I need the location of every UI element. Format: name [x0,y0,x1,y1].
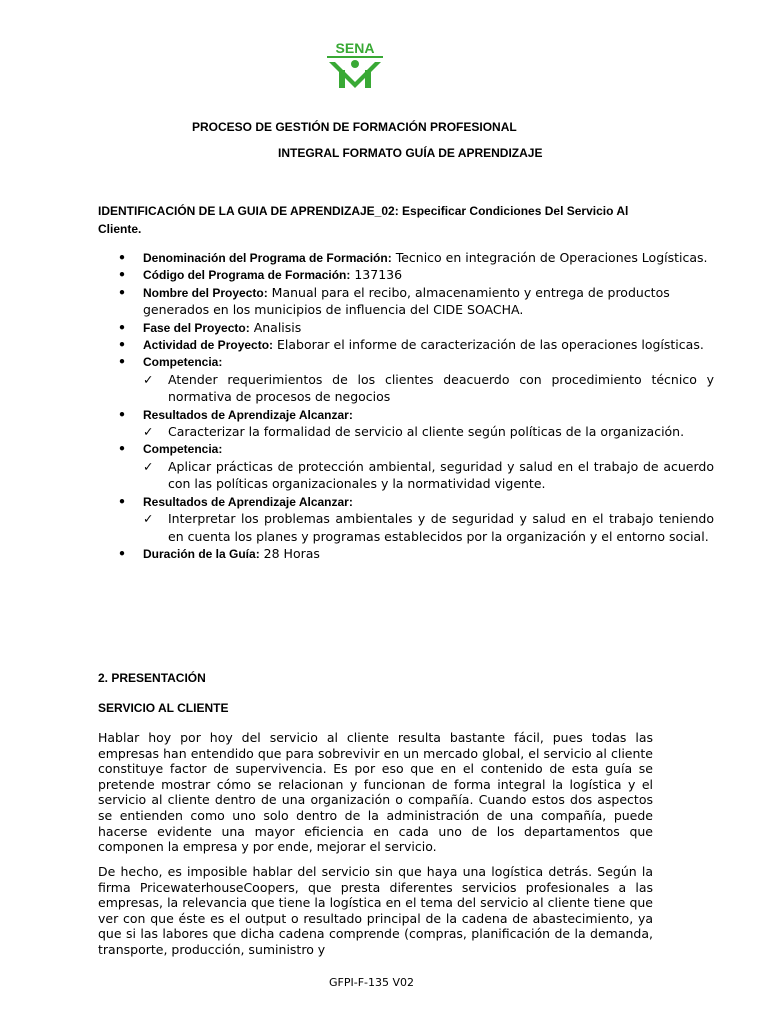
codigo-label: Código del Programa de Formación: [143,268,351,283]
resultados-text: Interpretar los problemas ambientales y de seguridad y salud en el trabajo teniendo en cuenta los planes y programas establecidos por la organización y el entorno social. [168,511,714,544]
duracion-label: Duración de la Guía: [143,546,260,561]
sena-logo [323,40,387,90]
list-item-actividad [118,336,714,353]
resultados-label: Resultados de Aprendizaje Alcanzar: [143,494,353,509]
competencia-text: Aplicar prácticas de protección ambiental, seguridad y salud en el trabajo de acuerdo con las políticas organizacionales y la normatividad vigente. [168,458,714,492]
document-title-line1: PROCESO DE GESTIÓN DE FORMACIÓN PROFESIONAL [192,120,517,134]
list-item-resultados-1 [118,406,714,423]
section-subtitle-servicio: SERVICIO AL CLIENTE [98,701,229,715]
sub-item-resultados-2 [118,510,714,545]
competencia-label: Competencia: [143,442,223,457]
resultados-label: Resultados de Aprendizaje Alcanzar: [143,407,353,422]
proyecto-label: Nombre del Proyecto: [143,285,268,300]
check-icon: ✓ [143,424,154,440]
paragraph-2: De hecho, es imposible hablar del servicio sin que haya una logística detrás. Según la firma PricewaterhouseCoopers, que presta diferentes servicios profesionales a las empresas, la relevancia que tiene la logística en el tema del servicio al cliente tiene que ver con que éste es el output o resultado principal de la cadena de abastecimiento, ya que si las labores que dicha cadena comprende (compras, planificación de la demanda, transporte, producción, suministro y [98,864,653,957]
document-code-footer: GFPI-F-135 V02 [329,976,415,989]
list-item-resultados-2 [118,493,714,510]
check-icon: ✓ [143,371,154,387]
competencia-label: Competencia: [143,355,223,370]
list-item-competencia-1 [118,353,714,370]
sub-item-competencia-2 [118,458,714,493]
codigo-value: 137136 [350,267,403,283]
check-icon: ✓ [143,511,154,527]
competencia-text: Atender requerimientos de los clientes deacuerdo con procedimiento técnico y normativa de procesos de negocios [168,371,714,405]
fase-value: Analisis [249,319,302,335]
duracion-value: 28 Horas [259,545,320,561]
paragraph-1: Hablar hoy por hoy del servicio al cliente resulta bastante fácil, pues todas las empresas han entendido que para sobrevivir en un mercado global, el servicio al cliente constituye factor de supervivencia. Es por eso que en el contenido de esta guía se pretende mostrar cómo se relacionan y funcionan de forma integral la logística y el servicio al cliente dentro de una organización o compañía. Cuando estos dos aspectos se entienden como uno solo dentro de la administración de una compañía, puede hacerse evidente una mayor eficiencia en cada uno de los departamentos que componen la empresa y por ende, mejorar el servicio. [98,730,653,855]
guide-details-list [118,249,714,562]
sub-item-resultados-1 [118,423,714,440]
list-item-proyecto [118,284,714,319]
programa-value: Tecnico en integración de Operaciones Logísticas. [391,250,708,265]
proyecto-value: Manual para el recibo, almacenamiento y entrega de productos generados en los municipios de influencia del CIDE SOACHA. [143,284,670,318]
logo-text: SENA [335,40,375,56]
list-item-duracion [118,545,714,562]
fase-label: Fase del Proyecto: [143,320,250,335]
actividad-label: Actividad de Proyecto: [143,338,274,353]
guide-identification: IDENTIFICACIÓN DE LA GUIA DE APRENDIZAJE_02: Especificar Condiciones Del Servicio Al Cliente. [98,204,629,236]
list-item-codigo [118,266,714,283]
list-item-fase [118,319,714,336]
sub-item-competencia-1 [118,371,714,406]
list-item-programa [118,249,714,266]
programa-label: Denominación del Programa de Formación: [143,251,392,265]
document-title-line2: INTEGRAL FORMATO GUÍA DE APRENDIZAJE [278,146,543,160]
check-icon: ✓ [143,458,154,474]
actividad-value: Elaborar el informe de caracterización de las operaciones logísticas. [273,337,704,353]
section-title-presentacion: 2. PRESENTACIÓN [98,671,206,685]
resultados-text: Caracterizar la formalidad de servicio al cliente según políticas de la organización. [168,424,685,440]
list-item-competencia-2 [118,440,714,457]
